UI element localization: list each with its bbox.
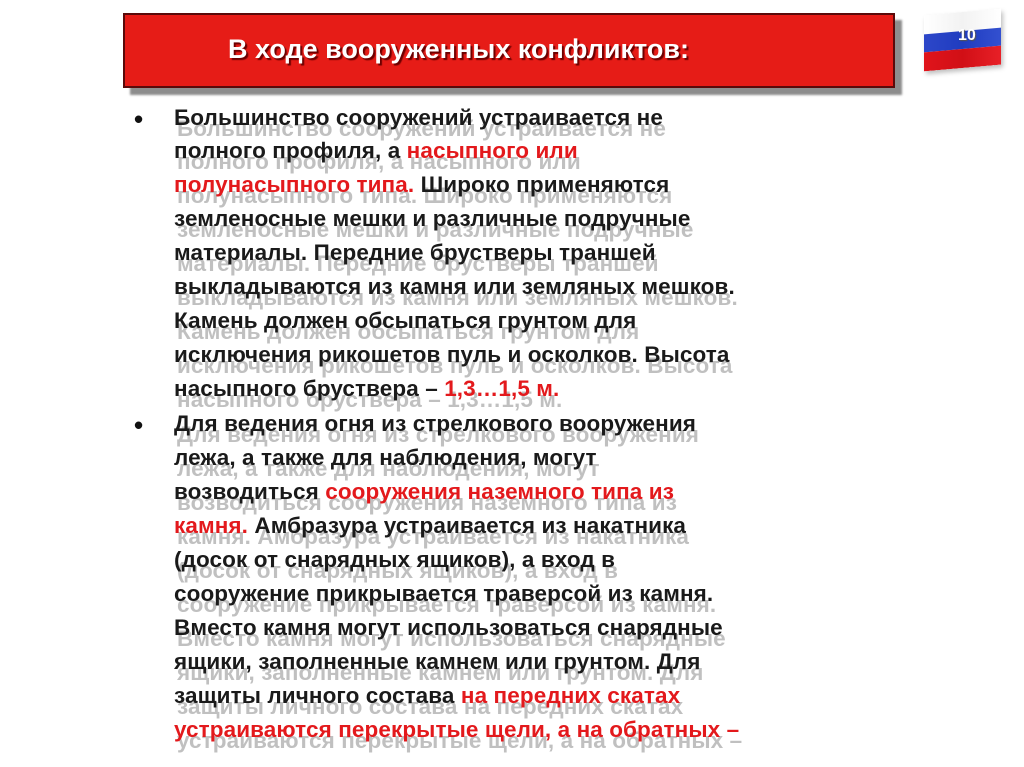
bullet1-line: выкладываются из камня или земляных мешков. xyxy=(174,274,735,299)
bullet-marker: • xyxy=(134,104,144,134)
highlight-text: сооружения наземного типа из xyxy=(325,479,674,504)
page-number: 10 xyxy=(958,27,976,44)
highlight-text: полунасыпного типа. xyxy=(174,172,415,197)
bullet2-line: (досок от снарядных ящиков), а вход в xyxy=(174,547,616,572)
bullet2-line: лежа, а также для наблюдения, могут xyxy=(174,445,597,470)
highlight-text: на передних скатах xyxy=(460,683,681,708)
bullet2-line: сооружение прикрывается траверсой из камня. xyxy=(174,581,714,606)
bullet-marker: • xyxy=(134,410,144,440)
highlight-text: 1,3…1,5 м. xyxy=(444,376,560,401)
bullet2-line: Вместо камня могут использоваться снарядные xyxy=(174,615,723,640)
bullet1-line: полного профиля, а насыпного или xyxy=(174,138,578,163)
bullet1-line: насыпного бруствера – 1,3…1,5 м. xyxy=(174,376,560,401)
bullet2-line: возводиться сооружения наземного типа из xyxy=(174,479,674,504)
bullet2-line xyxy=(174,717,739,743)
bullet1-line: Большинство сооружений устраивается не xyxy=(174,105,663,130)
bullet2-line: защиты личного состава на передних скатах xyxy=(174,683,681,708)
slide-title: В ходе вооруженных конфликтов: xyxy=(228,34,689,64)
bullet1-line: Камень должен обсыпаться грунтом для xyxy=(174,308,637,333)
bullet1-line: исключения рикошетов пуль и осколков. Высота xyxy=(174,342,730,367)
highlight-text: камня. xyxy=(174,513,248,538)
highlight-text: устраиваются перекрытые щели, а на обратных – xyxy=(174,717,740,742)
highlight-text: насыпного или xyxy=(406,138,578,163)
bullet2-line: камня. Амбразура устраивается из накатника xyxy=(174,513,687,538)
bullet1-line: полунасыпного типа. Широко применяются xyxy=(174,172,670,197)
bullet2-line: Для ведения огня из стрелкового вооружения xyxy=(174,411,697,436)
bullet2-line: ящики, заполненные камнем или грунтом. Для xyxy=(174,649,701,674)
bullet1-line: земленосные мешки и различные подручные xyxy=(174,206,691,231)
bullet1-line: материалы. Передние брустверы траншей xyxy=(174,240,656,265)
